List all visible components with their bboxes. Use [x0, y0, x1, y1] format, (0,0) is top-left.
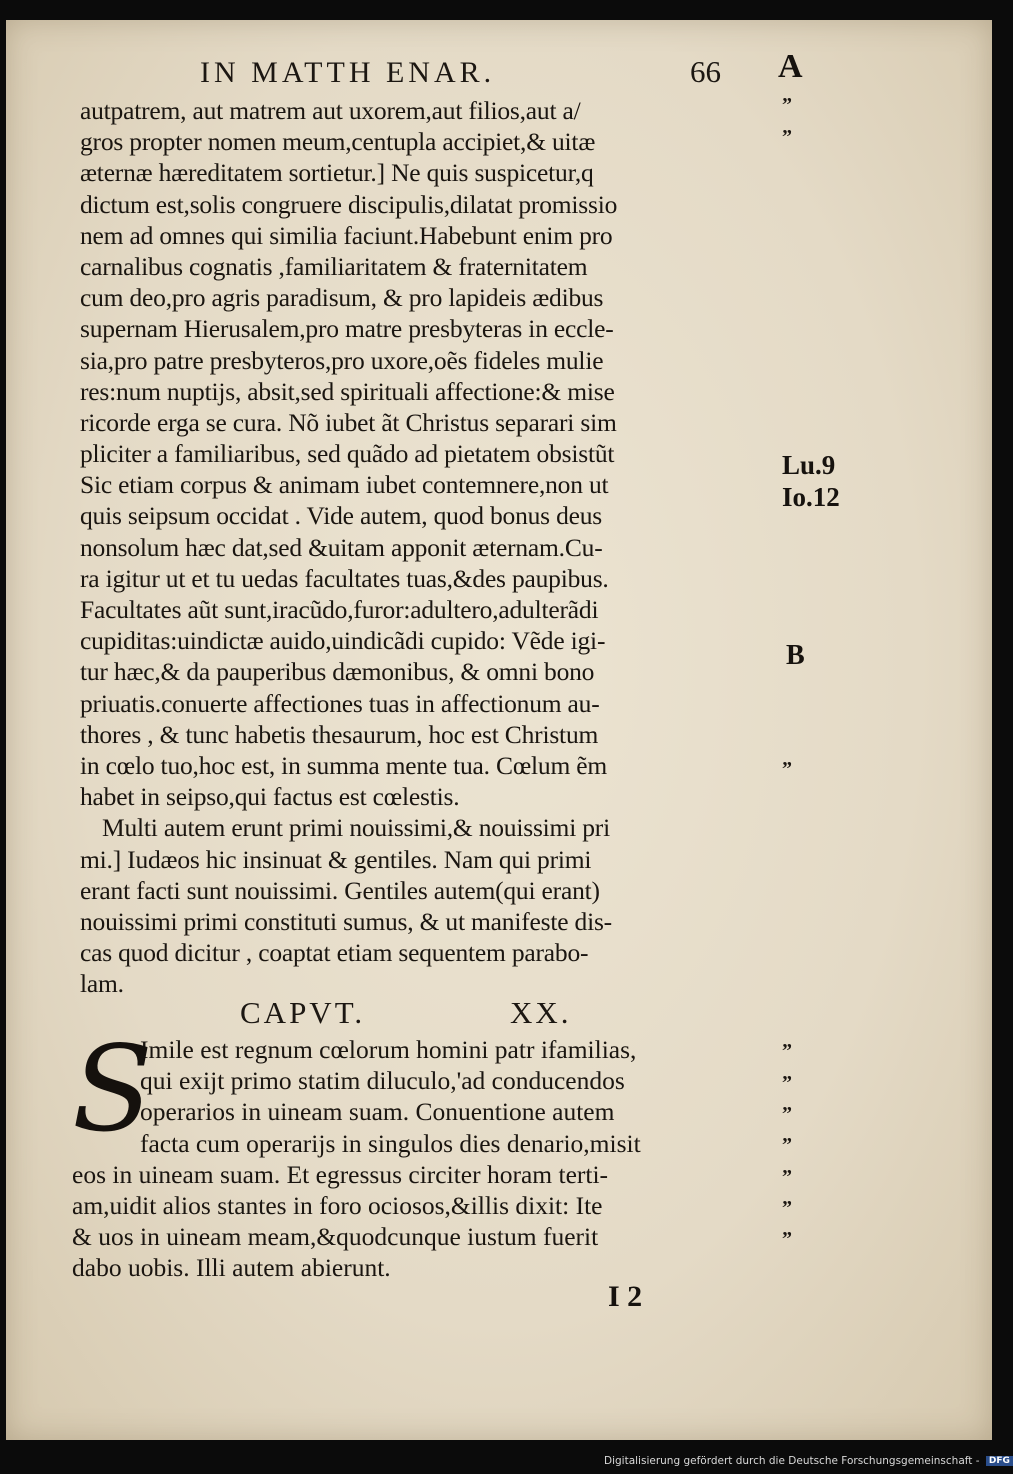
text-line: eos in uineam suam. Et egressus circiter horam terti- [72, 1159, 609, 1189]
margin-quote-mark: ” [782, 126, 792, 148]
main-text-block [80, 95, 770, 999]
margin-quote-mark: ” [782, 758, 792, 780]
text-line: tur hæc,& da pauperibus dæmonibus, & omni bono [80, 657, 595, 687]
page-header [200, 56, 760, 96]
text-line: autpatrem, aut matrem aut uxorem,aut filios,aut a/ [80, 96, 581, 125]
chapter-heading-number: XX. [510, 995, 572, 1030]
text-line: thores , & tunc habetis thesaurum, hoc est Christum [80, 719, 599, 749]
margin-reference-john: Io.12 [782, 482, 840, 512]
text-line: priuatis.conuerte affectiones tuas in affectionum au- [80, 688, 600, 718]
text-line: ra igitur ut et tu uedas facultates tuas,&des paupibus. [80, 563, 609, 593]
text-line: qui exijt primo statim diluculo,'ad conducendos [140, 1066, 625, 1096]
text-line: æternæ hæreditatem sortietur.] Ne quis suspicetur,q [80, 158, 594, 188]
drop-cap: S [72, 1020, 153, 1158]
margin-quote-mark: ” [782, 1040, 792, 1062]
margin-quote-mark: ” [782, 94, 792, 116]
text-line: erant facti sunt nouissimi. Gentiles autem(qui erant) [80, 875, 600, 905]
text-line: am,uidit alios stantes in foro ociosos,&illis dixit: Ite [72, 1190, 603, 1220]
text-line: Multi autem erunt primi nouissimi,& nouissimi pri [102, 813, 610, 843]
section-mark-a: A [778, 48, 803, 85]
text-line: ricorde erga se cura. Nõ iubet ãt Christus separari sim [80, 407, 617, 437]
text-line: gros propter nomen meum,centupla accipiet,& uitæ [80, 127, 596, 157]
text-line: carnalibus cognatis ,familiaritatem & fraternitatem [80, 251, 588, 281]
margin-quote-mark: ” [782, 1103, 792, 1125]
margin-quote-mark: ” [782, 1166, 792, 1188]
margin-quote-mark: ” [782, 1228, 792, 1250]
digitization-credit [604, 1455, 1013, 1467]
margin-quote-mark: ” [782, 1072, 792, 1094]
chapter-text-block [72, 1020, 772, 1284]
text-line: cas quod dicitur , coaptat etiam sequentem parabo- [80, 938, 589, 968]
margin-quote-mark: ” [782, 1197, 792, 1219]
text-line: quis seipsum occidat . Vide autem, quod bonus deus [80, 501, 603, 531]
text-line: Sic etiam corpus & animam iubet contemnere,non ut [80, 470, 609, 500]
text-line: nouissimi primi constituti sumus, & ut manifeste dis- [80, 906, 612, 936]
section-mark-b: B [786, 640, 805, 671]
text-line: pliciter a familiaribus, sed quãdo ad pietatem obsistũt [80, 439, 615, 469]
text-line: mi.] Iudæos hic insinuat & gentiles. Nam qui primi [80, 844, 592, 874]
text-line: lam. [80, 969, 124, 999]
text-line: Facultates aũt sunt,iracũdo,furor:adultero,adulterãdi [80, 595, 599, 624]
text-line: cupiditas:uindictæ auido,uindicãdi cupido: Vẽde igi- [80, 626, 606, 656]
text-line: in cœlo tuo,hoc est, in summa mente tua. Cœlum ẽm [80, 750, 608, 780]
margin-quote-mark: ” [782, 1134, 792, 1156]
text-line: nem ad omnes qui similia faciunt.Habebunt enim pro [80, 220, 613, 250]
text-line: facta cum operarijs in singulos dies denario,misit [140, 1128, 641, 1158]
text-line: & uos in uineam meam,&quodcunque iustum fuerit [72, 1222, 599, 1252]
text-line: dictum est,solis congruere discipulis,dilatat promissio [80, 189, 618, 219]
text-line: nonsolum hæc dat,sed &uitam apponit æternam.Cu- [80, 532, 603, 562]
chapter-heading [240, 995, 590, 1035]
text-line: res:num nuptijs, absit,sed spirituali affectione:& mise [80, 376, 615, 406]
text-line: habet in seipso,qui factus est cœlestis. [80, 782, 460, 812]
text-line: cum deo,pro agris paradisum, & pro lapideis ædibus [80, 283, 604, 313]
text-line: dabo uobis. Illi autem abierunt. [72, 1253, 391, 1283]
text-line: supernam Hierusalem,pro matre presbyteras in eccle- [80, 314, 614, 344]
chapter-heading-word: CAPVT. [240, 995, 366, 1030]
dfg-logo: DFG [986, 1456, 1013, 1466]
signature-mark: I 2 [608, 1280, 643, 1313]
text-line: sia,pro patre presbyteros,pro uxore,oẽs fideles mulie [80, 345, 604, 375]
text-line: Imile est regnum cœlorum homini patr ifamilias, [140, 1035, 637, 1064]
text-line: operarios in uineam suam. Conuentione autem [140, 1097, 615, 1127]
credit-text: Digitalisierung gefördert durch die Deutsche Forschungsgemeinschaft - [604, 1455, 980, 1467]
margin-reference-luke: Lu.9 [782, 450, 836, 480]
running-title: IN MATTH ENAR. [200, 56, 496, 89]
folio-number: 66 [690, 54, 721, 89]
